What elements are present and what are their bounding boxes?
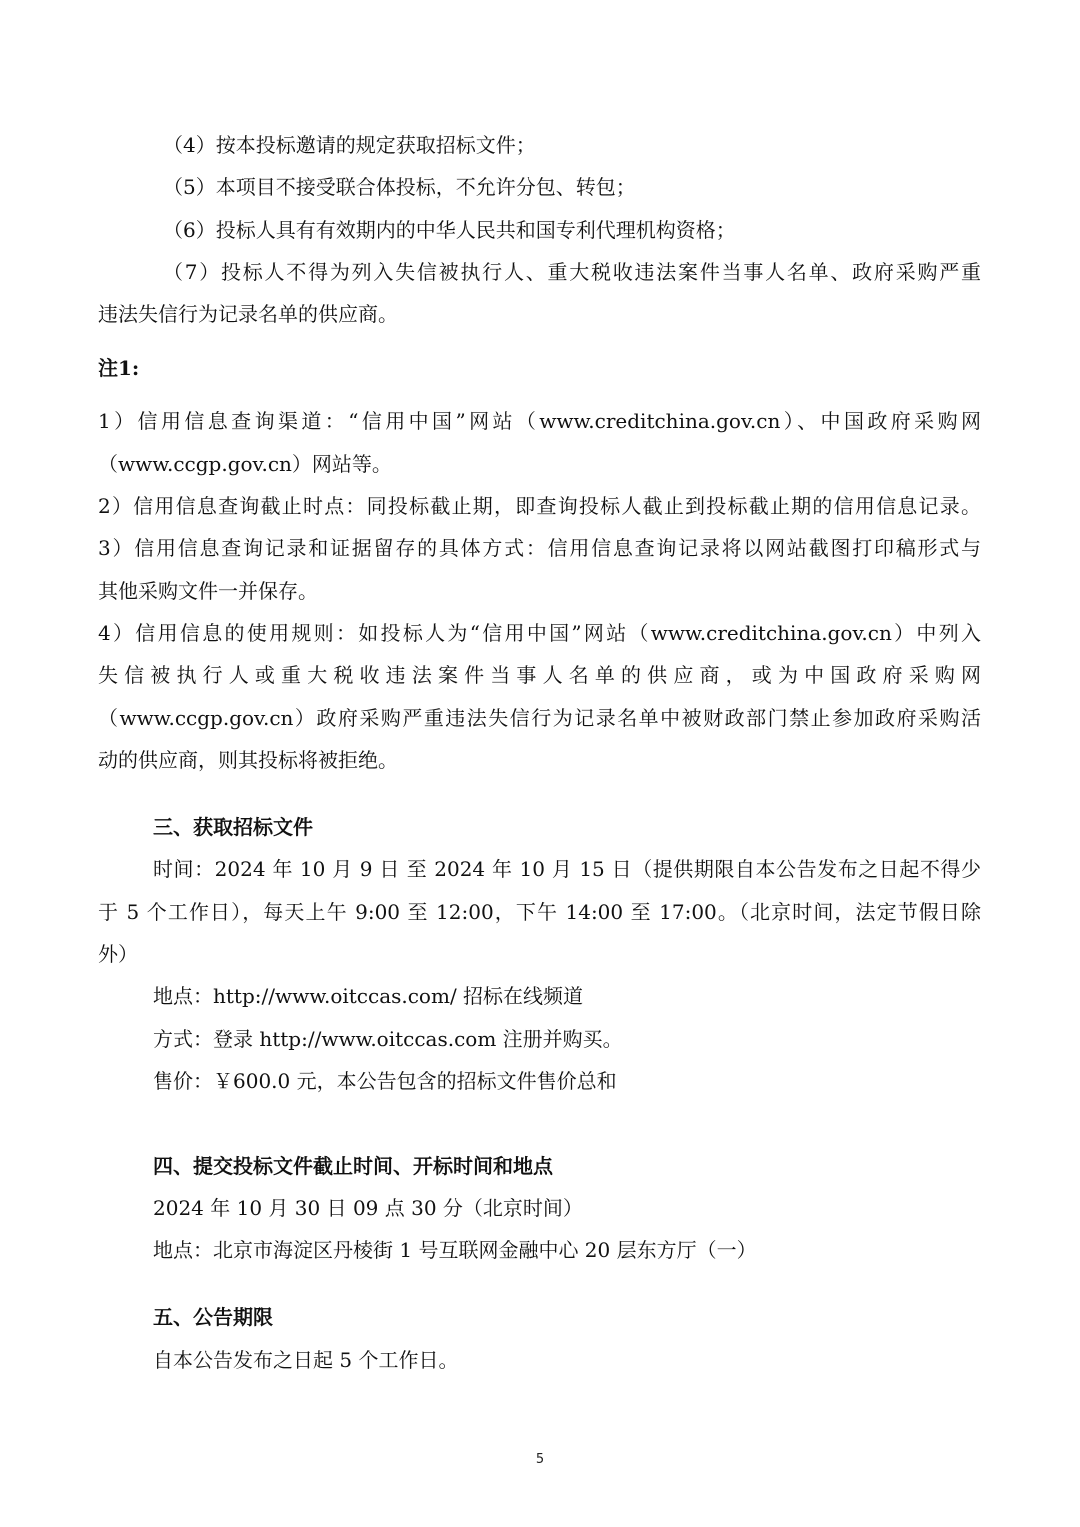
note-heading: 注1:	[98, 356, 140, 380]
page-number: 5	[535, 1452, 545, 1467]
section-3-time-line-3: 外）	[98, 942, 138, 966]
section-3-heading: 三、获取招标文件	[153, 815, 313, 839]
note-4-line-1: 4）信用信息的使用规则：如投标人为“信用中国”网站（www.creditchina.gov.cn）中列入	[98, 621, 981, 645]
section-4-heading: 四、提交投标文件截止时间、开标时间和地点	[153, 1154, 553, 1178]
section-3-price: 售价：￥600.0 元，本公告包含的招标文件售价总和	[153, 1069, 617, 1093]
requirement-item-7-line-2: 违法失信行为记录名单的供应商。	[98, 302, 398, 326]
section-5-heading: 五、公告期限	[153, 1305, 273, 1329]
requirement-item-5: （5）本项目不接受联合体投标，不允许分包、转包；	[163, 175, 636, 199]
section-3-place: 地点：http://www.oitccas.com/ 招标在线频道	[153, 984, 584, 1008]
section-4-datetime: 2024 年 10 月 30 日 09 点 30 分（北京时间）	[153, 1196, 583, 1220]
section-3-time-line-1: 时间：2024 年 10 月 9 日 至 2024 年 10 月 15 日（提供期限自本公告发布之日起不得少	[153, 857, 981, 881]
section-4-place: 地点：北京市海淀区丹棱街 1 号互联网金融中心 20 层东方厅（一）	[153, 1238, 757, 1262]
requirement-item-6: （6）投标人具有有效期内的中华人民共和国专利代理机构资格；	[163, 218, 736, 242]
section-3-method: 方式：登录 http://www.oitccas.com 注册并购买。	[153, 1027, 623, 1051]
note-2-line-1: 2）信用信息查询截止时点：同投标截止期，即查询投标人截止到投标截止期的信用信息记录。	[98, 494, 981, 518]
note-3-line-1: 3）信用信息查询记录和证据留存的具体方式：信用信息查询记录将以网站截图打印稿形式与	[98, 536, 981, 560]
note-4-line-2: 失信被执行人或重大税收违法案件当事人名单的供应商，或为中国政府采购网	[98, 663, 981, 687]
section-5-text: 自本公告发布之日起 5 个工作日。	[153, 1348, 459, 1372]
note-4-line-3: （www.ccgp.gov.cn）政府采购严重违法失信行为记录名单中被财政部门禁止参加政府采购活	[98, 706, 981, 730]
note-4-line-4: 动的供应商，则其投标将被拒绝。	[98, 748, 398, 772]
requirement-item-4: （4）按本投标邀请的规定获取招标文件；	[163, 133, 536, 157]
note-3-line-2: 其他采购文件一并保存。	[98, 579, 318, 603]
requirement-item-7-line-1: （7）投标人不得为列入失信被执行人、重大税收违法案件当事人名单、政府采购严重	[163, 260, 981, 284]
section-3-time-line-2: 于 5 个工作日），每天上午 9:00 至 12:00，下午 14:00 至 17:00。（北京时间，法定节假日除	[98, 900, 981, 924]
note-1-line-1: 1）信用信息查询渠道：“信用中国”网站（www.creditchina.gov.cn）、中国政府采购网	[98, 409, 981, 433]
note-1-line-2: （www.ccgp.gov.cn）网站等。	[98, 452, 392, 476]
